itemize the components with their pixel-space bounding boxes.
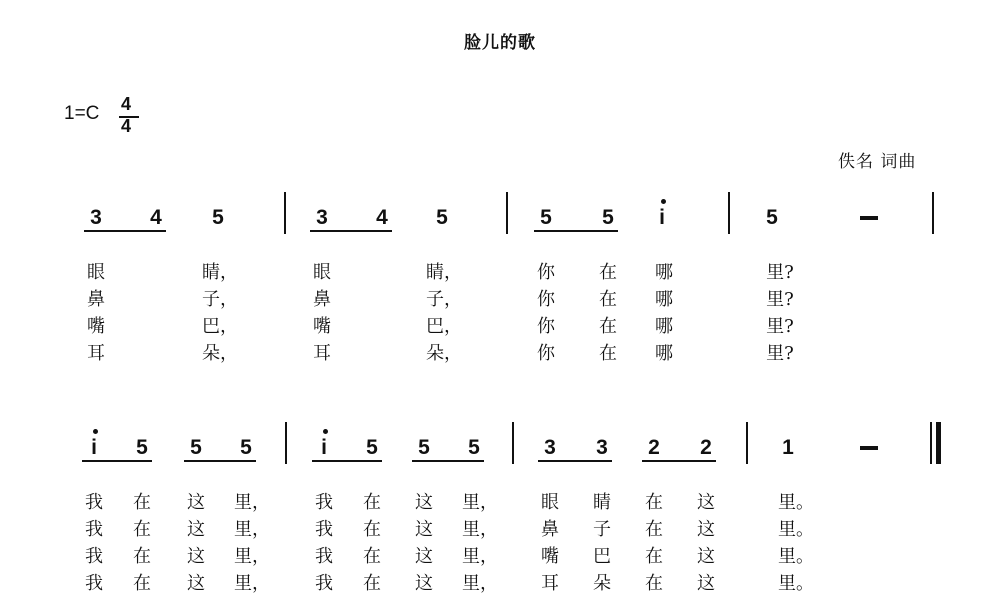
lyric: 巴， xyxy=(202,316,238,337)
lyric: 这 xyxy=(187,573,205,594)
note: 5 xyxy=(766,206,778,229)
lyric: 哪 xyxy=(655,289,673,310)
lyric: 在 xyxy=(645,546,663,567)
note: 3 xyxy=(544,436,556,459)
lyric: 巴， xyxy=(426,316,462,337)
eighth-beam xyxy=(82,460,152,462)
lyric: 里? xyxy=(766,316,794,337)
lyric: 在 xyxy=(599,343,617,364)
lyric: 眼 xyxy=(541,492,559,513)
note: 5 xyxy=(468,436,480,459)
note-high: i xyxy=(321,436,327,459)
note: 5 xyxy=(366,436,378,459)
lyric: 在 xyxy=(645,573,663,594)
eighth-beam xyxy=(310,230,392,232)
lyric: 哪 xyxy=(655,343,673,364)
bar-line xyxy=(285,422,287,464)
lyric: 耳 xyxy=(313,343,331,364)
note: 1 xyxy=(782,436,794,459)
eighth-beam xyxy=(312,460,382,462)
eighth-beam xyxy=(534,230,618,232)
lyric: 鼻 xyxy=(313,289,331,310)
lyric: 眼 xyxy=(87,262,105,283)
lyric: 眼 xyxy=(313,262,331,283)
lyric: 你 xyxy=(537,289,555,310)
lyric: 耳 xyxy=(541,573,559,594)
bar-line xyxy=(284,192,286,234)
lyric: 子 xyxy=(593,519,611,540)
lyric: 里， xyxy=(462,573,498,594)
lyric: 你 xyxy=(537,316,555,337)
octave-dot xyxy=(323,429,328,434)
lyric: 子， xyxy=(426,289,462,310)
lyric: 在 xyxy=(363,492,381,513)
lyric: 里， xyxy=(462,546,498,567)
note: 5 xyxy=(136,436,148,459)
time-signature-top: 4 xyxy=(121,94,132,114)
lyric: 在 xyxy=(645,519,663,540)
time-signature-bottom: 4 xyxy=(121,116,132,136)
eighth-beam xyxy=(184,460,256,462)
lyric: 里， xyxy=(234,492,270,513)
lyric: 我 xyxy=(315,519,333,540)
note-high: i xyxy=(91,436,97,459)
lyric: 我 xyxy=(315,546,333,567)
note: 5 xyxy=(212,206,224,229)
lyric: 我 xyxy=(85,519,103,540)
note: 5 xyxy=(418,436,430,459)
lyric: 这 xyxy=(697,546,715,567)
lyric: 这 xyxy=(697,573,715,594)
lyric: 在 xyxy=(363,573,381,594)
eighth-beam xyxy=(412,460,484,462)
lyric: 我 xyxy=(85,573,103,594)
lyric: 朵， xyxy=(426,343,462,364)
lyric: 你 xyxy=(537,262,555,283)
lyric: 在 xyxy=(599,289,617,310)
bar-line xyxy=(728,192,730,234)
lyric: 里， xyxy=(462,519,498,540)
lyric: 里? xyxy=(766,289,794,310)
note: 5 xyxy=(602,206,614,229)
lyric: 睛， xyxy=(202,262,238,283)
lyric: 里? xyxy=(766,343,794,364)
lyric: 子， xyxy=(202,289,238,310)
note: 5 xyxy=(540,206,552,229)
lyric: 里， xyxy=(234,519,270,540)
note: 5 xyxy=(436,206,448,229)
lyric: 里。 xyxy=(778,492,814,513)
lyric: 嘴 xyxy=(313,316,331,337)
lyric: 哪 xyxy=(655,316,673,337)
lyric: 在 xyxy=(133,573,151,594)
lyric: 我 xyxy=(85,492,103,513)
lyric: 鼻 xyxy=(87,289,105,310)
lyric: 在 xyxy=(599,262,617,283)
note: 3 xyxy=(316,206,328,229)
hold-dash xyxy=(860,446,878,450)
lyric: 朵 xyxy=(593,573,611,594)
lyric: 里， xyxy=(234,546,270,567)
key-signature: 1=C xyxy=(64,103,100,124)
lyric: 里， xyxy=(234,573,270,594)
lyric: 哪 xyxy=(655,262,673,283)
lyric: 里， xyxy=(462,492,498,513)
octave-dot xyxy=(93,429,98,434)
note: 3 xyxy=(90,206,102,229)
lyric: 在 xyxy=(133,519,151,540)
lyric: 这 xyxy=(187,546,205,567)
lyric: 这 xyxy=(187,492,205,513)
final-bar-line-thin xyxy=(930,422,932,464)
lyric: 这 xyxy=(415,573,433,594)
lyric: 嘴 xyxy=(541,546,559,567)
note: 2 xyxy=(700,436,712,459)
lyric: 嘴 xyxy=(87,316,105,337)
lyric: 这 xyxy=(187,519,205,540)
note: 4 xyxy=(150,206,162,229)
lyric: 朵， xyxy=(202,343,238,364)
lyric: 睛， xyxy=(426,262,462,283)
note: 2 xyxy=(648,436,660,459)
lyric: 里? xyxy=(766,262,794,283)
note: 3 xyxy=(596,436,608,459)
lyric: 里。 xyxy=(778,546,814,567)
lyric: 在 xyxy=(133,492,151,513)
bar-line xyxy=(932,192,934,234)
octave-dot xyxy=(661,199,666,204)
hold-dash xyxy=(860,216,878,220)
lyric: 鼻 xyxy=(541,519,559,540)
bar-line xyxy=(746,422,748,464)
lyric: 睛 xyxy=(593,492,611,513)
lyric: 巴 xyxy=(593,546,611,567)
lyric: 我 xyxy=(315,492,333,513)
note: 5 xyxy=(190,436,202,459)
lyric: 耳 xyxy=(87,343,105,364)
lyric: 我 xyxy=(85,546,103,567)
bar-line xyxy=(512,422,514,464)
eighth-beam xyxy=(642,460,716,462)
author-credit: 佚名 词曲 xyxy=(838,152,917,172)
lyric: 在 xyxy=(133,546,151,567)
lyric: 这 xyxy=(697,492,715,513)
lyric: 你 xyxy=(537,343,555,364)
lyric: 我 xyxy=(315,573,333,594)
eighth-beam xyxy=(538,460,612,462)
bar-line xyxy=(506,192,508,234)
lyric: 在 xyxy=(363,546,381,567)
final-bar-line-thick xyxy=(936,422,941,464)
lyric: 这 xyxy=(415,546,433,567)
lyric: 在 xyxy=(599,316,617,337)
lyric: 在 xyxy=(645,492,663,513)
lyric: 这 xyxy=(697,519,715,540)
lyric: 里。 xyxy=(778,519,814,540)
note-high: i xyxy=(659,206,665,229)
lyric: 里。 xyxy=(778,573,814,594)
lyric: 这 xyxy=(415,519,433,540)
note: 5 xyxy=(240,436,252,459)
eighth-beam xyxy=(84,230,166,232)
note: 4 xyxy=(376,206,388,229)
lyric: 这 xyxy=(415,492,433,513)
lyric: 在 xyxy=(363,519,381,540)
song-title: 脸儿的歌 xyxy=(464,33,536,53)
